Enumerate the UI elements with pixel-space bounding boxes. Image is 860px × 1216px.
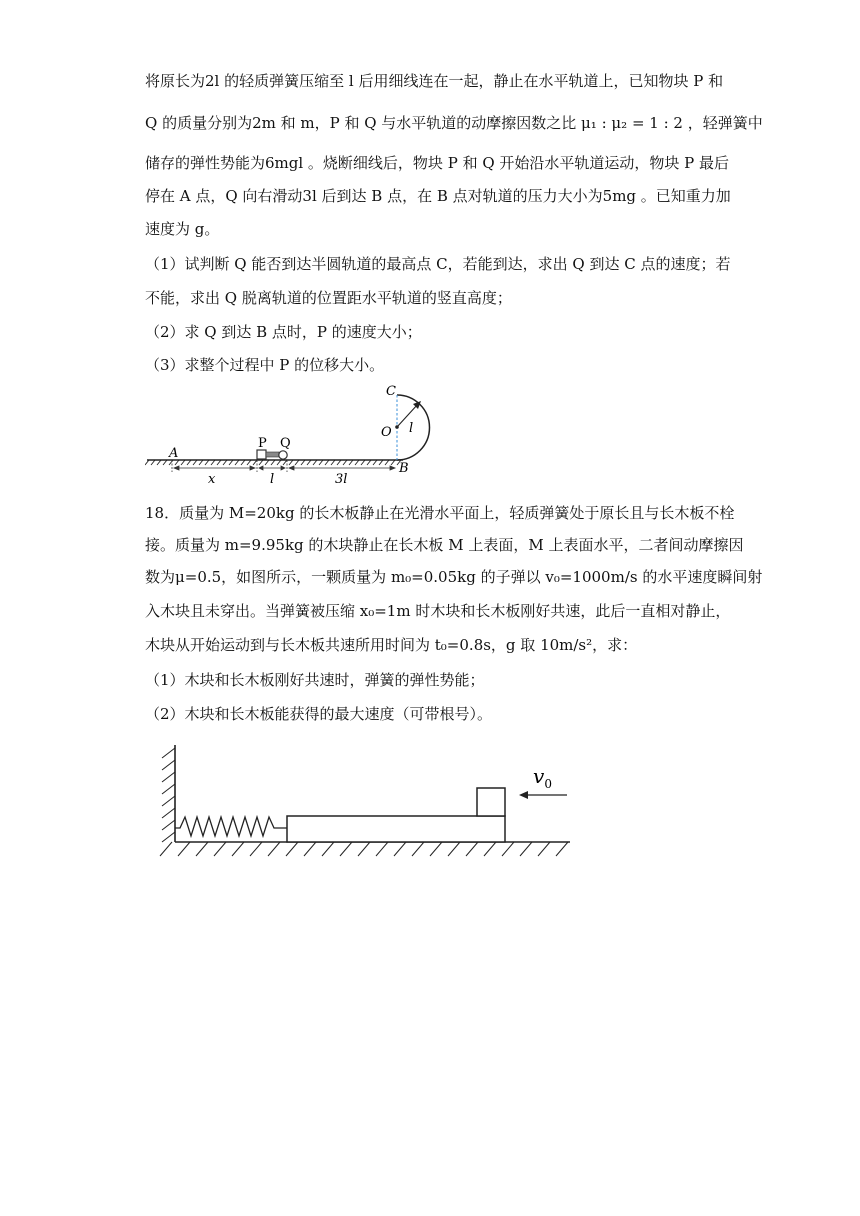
velocity-arrow-head [519,791,528,799]
floor-hatch [160,842,568,856]
dim-3l-label: 3l [335,472,348,487]
dim-x-label: x [208,472,216,487]
label-p: P [258,436,267,451]
p17-line-2: Q 的质量分别为2m 和 m，P 和 Q 与水平轨道的动摩擦因数之比 μ₁ : μ₂ = 1 : 2 ，轻弹簧中 [145,114,763,132]
velocity-label: $v_0$ [533,764,552,791]
small-block [477,788,505,816]
label-a: A [169,446,179,461]
p18-line-5: 木块从开始运动到与长木板共速所用时间为 t₀=0.8s，g 取 10m/s²，求： [145,636,638,654]
p17-line-3: 储存的弹性势能为6mgl 。烧断细线后，物块 P 和 Q 开始沿水平轨道运动，物块 P 最后 [145,154,730,172]
block-p [257,450,266,459]
label-radius: l [409,421,414,436]
p17-question-2: （2）求 Q 到达 B 点时，P 的速度大小； [145,323,422,341]
p17-question-1a: （1）试判断 Q 能否到达半圆轨道的最高点 C，若能到达，求出 Q 到达 C 点的速度；若 [145,255,731,273]
wall-hatch [162,748,175,842]
p17-question-3: （3）求整个过程中 P 的位移大小。 [145,356,385,374]
p17-line-5: 速度为 g。 [145,220,220,238]
semicircle-track [397,395,430,460]
p17-line-1: 将原长为2l 的轻质弹簧压缩至 l 后用细线连在一起，静止在水平轨道上，已知物块 P 和 [145,72,724,90]
p18-line-4: 入木块且未穿出。当弹簧被压缩 x₀=1m 时木块和长木板刚好共速，此后一直相对静止， [145,602,731,620]
p18-line-3: 数为μ=0.5，如图所示，一颗质量为 m₀=0.05kg 的子弹以 v₀=1000m/s 的水平速度瞬间射 [145,568,763,586]
p17-question-1b: 不能，求出 Q 脱离轨道的位置距水平轨道的竖直高度； [145,289,512,307]
p17-figure [145,380,445,490]
p18-figure [150,740,590,865]
block-q [279,451,287,459]
label-o: O [381,425,392,440]
p18-question-2: （2）木块和长木板能获得的最大速度（可带根号）。 [145,705,493,723]
p18-question-1: （1）木块和长木板刚好共速时，弹簧的弹性势能； [145,671,485,689]
label-c: C [386,384,396,399]
p17-line-4: 停在 A 点，Q 向右滑动3l 后到达 B 点，在 B 点对轨道的压力大小为5mg 。已知重力加 [145,187,731,205]
label-b: B [399,461,409,476]
radius-arrow [397,404,418,427]
dim-l-label: l [270,472,275,487]
spring [175,817,287,836]
long-plank [287,816,505,842]
label-q: Q [280,436,291,451]
p18-line-1: 18．质量为 M=20kg 的长木板静止在光滑水平面上，轻质弹簧处于原长且与长木板不栓 [145,504,735,522]
dimension-arrows [174,466,395,470]
compressed-spring [266,452,279,457]
p18-line-2: 接。质量为 m=9.95kg 的木块静止在长木板 M 上表面，M 上表面水平，二者间动摩擦因 [145,536,744,554]
